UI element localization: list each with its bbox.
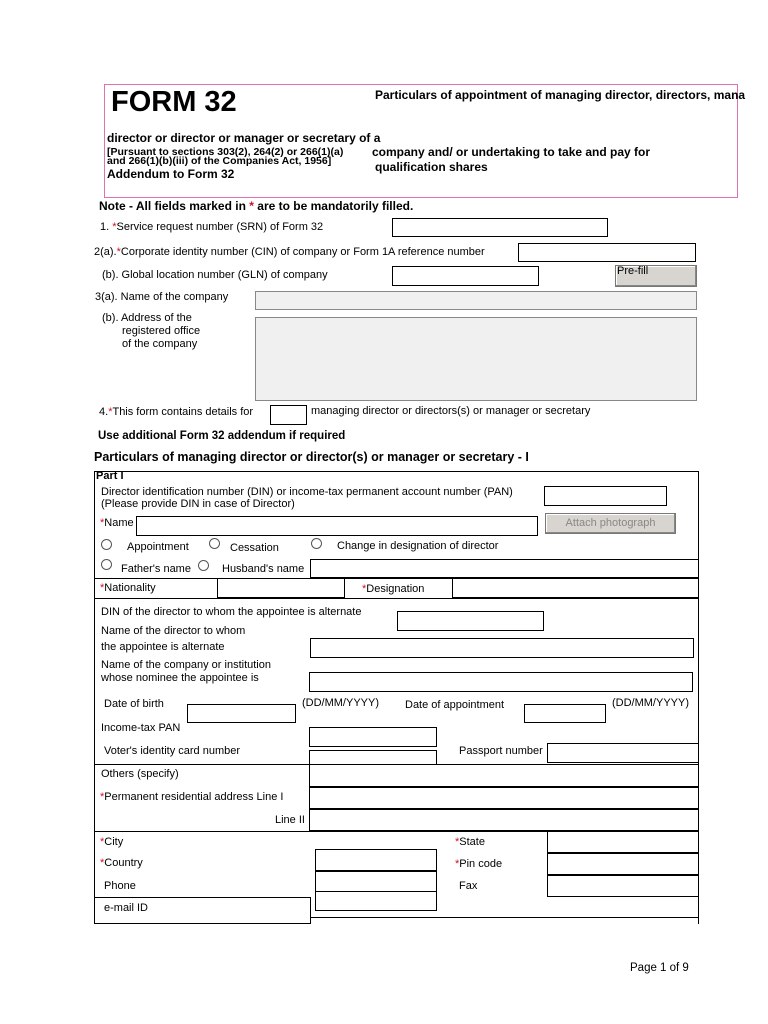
company-name-label: 3(a). Name of the company bbox=[95, 291, 229, 303]
pan-input[interactable] bbox=[309, 727, 437, 747]
pursuant-line1: [Pursuant to sections 303(2), 264(2) or 266(1)(a) bbox=[107, 146, 344, 158]
address-label-2: registered office bbox=[122, 325, 201, 337]
phone-label: Phone bbox=[104, 880, 136, 892]
qualification-text: qualification shares bbox=[375, 160, 488, 174]
address-line1-input[interactable] bbox=[309, 787, 699, 809]
husbands-name-radio[interactable] bbox=[198, 560, 209, 571]
srn-label: 1. *Service request number (SRN) of Form 32 bbox=[100, 221, 324, 233]
dob-label: Date of birth bbox=[104, 698, 164, 710]
others-input[interactable] bbox=[309, 764, 699, 787]
addendum-text: Addendum to Form 32 bbox=[107, 167, 235, 181]
designation-input[interactable] bbox=[452, 578, 699, 598]
attach-photograph-button[interactable]: Attach photograph bbox=[545, 513, 676, 534]
cin-label: 2(a).*Corporate identity number (CIN) of company or Form 1A reference number bbox=[94, 246, 485, 258]
row-divider bbox=[94, 897, 310, 898]
pin-input[interactable] bbox=[547, 853, 699, 875]
fax-input[interactable] bbox=[547, 875, 699, 897]
name-company-label-1: Name of the company or institution bbox=[101, 659, 271, 671]
form-title: FORM 32 bbox=[111, 86, 237, 118]
mandatory-note: Note - All fields marked in * are to be mandatorily filled. bbox=[99, 199, 414, 213]
gln-label: (b). Global location number (GLN) of company bbox=[102, 269, 328, 281]
page-number: Page 1 of 9 bbox=[630, 962, 689, 974]
din-input[interactable] bbox=[544, 486, 667, 506]
details-suffix: managing director or directors(s) or manager or secretary bbox=[311, 405, 591, 417]
use-additional-note: Use additional Form 32 addendum if required bbox=[98, 430, 346, 442]
date-appointment-input[interactable] bbox=[524, 704, 606, 723]
others-label: Others (specify) bbox=[101, 768, 179, 780]
country-label: *Country bbox=[100, 857, 143, 869]
voter-label: Voter's identity card number bbox=[104, 745, 241, 757]
name-director-label-1: Name of the director to whom bbox=[101, 625, 246, 637]
company-address-textarea[interactable] bbox=[255, 317, 697, 401]
part1-label: Part I bbox=[96, 470, 124, 482]
name-input[interactable] bbox=[136, 516, 538, 536]
address-line1-label: *Permanent residential address Line I bbox=[100, 791, 284, 803]
din-label-1: Director identification number (DIN) or income-tax permanent account number (PAN) bbox=[101, 486, 513, 498]
din-label-2: (Please provide DIN in case of Director) bbox=[101, 498, 295, 510]
din-alternate-label: DIN of the director to whom the appointee is alternate bbox=[101, 606, 362, 618]
cin-input[interactable] bbox=[518, 243, 696, 262]
company-text: company and/ or undertaking to take and pay for bbox=[372, 145, 651, 159]
header-line2: director or director or manager or secretary of a bbox=[107, 131, 381, 145]
name-company-input[interactable] bbox=[309, 672, 693, 692]
cessation-radio-label: Cessation bbox=[230, 542, 279, 554]
passport-input[interactable] bbox=[547, 743, 699, 763]
srn-input[interactable] bbox=[392, 218, 608, 237]
city-input[interactable] bbox=[315, 849, 437, 871]
name-company-label-2: whose nominee the appointee is bbox=[101, 672, 259, 684]
address-label-3: of the company bbox=[122, 338, 198, 350]
particulars-title: Particulars of managing director or director(s) or manager or secretary - I bbox=[94, 450, 529, 464]
phone-input[interactable] bbox=[315, 891, 437, 911]
state-input[interactable] bbox=[547, 831, 699, 853]
date-appointment-format: (DD/MM/YYYY) bbox=[612, 697, 689, 709]
state-label: *State bbox=[455, 836, 485, 848]
form-subtitle: Particulars of appointment of managing director, directors, mana bbox=[375, 88, 746, 102]
dob-input[interactable] bbox=[187, 704, 296, 723]
husbands-name-radio-label: Husband's name bbox=[222, 563, 305, 575]
nationality-input[interactable] bbox=[217, 578, 345, 598]
fathers-name-radio[interactable] bbox=[101, 559, 112, 570]
date-appointment-label: Date of appointment bbox=[405, 699, 505, 711]
cessation-radio[interactable] bbox=[209, 538, 220, 549]
pin-label: *Pin code bbox=[455, 858, 503, 870]
details-count-input[interactable] bbox=[270, 405, 307, 425]
nationality-label: *Nationality bbox=[100, 582, 156, 594]
address-label-1: (b). Address of the bbox=[102, 312, 192, 324]
pursuant-line2: and 266(1)(b)(iii) of the Companies Act, 1956] bbox=[107, 155, 332, 167]
fathers-name-radio-label: Father's name bbox=[121, 563, 191, 575]
email-input[interactable] bbox=[310, 917, 699, 924]
name-director-input[interactable] bbox=[310, 638, 694, 658]
passport-label: Passport number bbox=[459, 745, 543, 757]
change-designation-radio-label: Change in designation of director bbox=[337, 540, 499, 552]
address-line2-label: Line II bbox=[275, 814, 305, 826]
fax-label: Fax bbox=[459, 880, 478, 892]
row-divider bbox=[94, 598, 699, 599]
details-label: 4.*This form contains details for bbox=[99, 406, 254, 418]
name-director-label-2: the appointee is alternate bbox=[101, 641, 225, 653]
city-label: *City bbox=[100, 836, 124, 848]
change-designation-radio[interactable] bbox=[311, 538, 322, 549]
dob-format: (DD/MM/YYYY) bbox=[302, 697, 379, 709]
appointment-radio-label: Appointment bbox=[127, 541, 189, 553]
address-line2-input[interactable] bbox=[309, 809, 699, 831]
relative-name-input[interactable] bbox=[310, 559, 699, 578]
pan-label: Income-tax PAN bbox=[101, 722, 181, 734]
company-name-input[interactable] bbox=[255, 291, 697, 310]
designation-label: *Designation bbox=[362, 583, 425, 595]
appointment-radio[interactable] bbox=[101, 539, 112, 550]
gln-input[interactable] bbox=[392, 266, 539, 286]
email-label: e-mail ID bbox=[104, 902, 149, 914]
name-label: *Name bbox=[100, 517, 134, 529]
din-alternate-input[interactable] bbox=[397, 611, 544, 631]
country-input[interactable] bbox=[315, 871, 437, 893]
prefill-button[interactable]: Pre-fill bbox=[615, 265, 697, 287]
